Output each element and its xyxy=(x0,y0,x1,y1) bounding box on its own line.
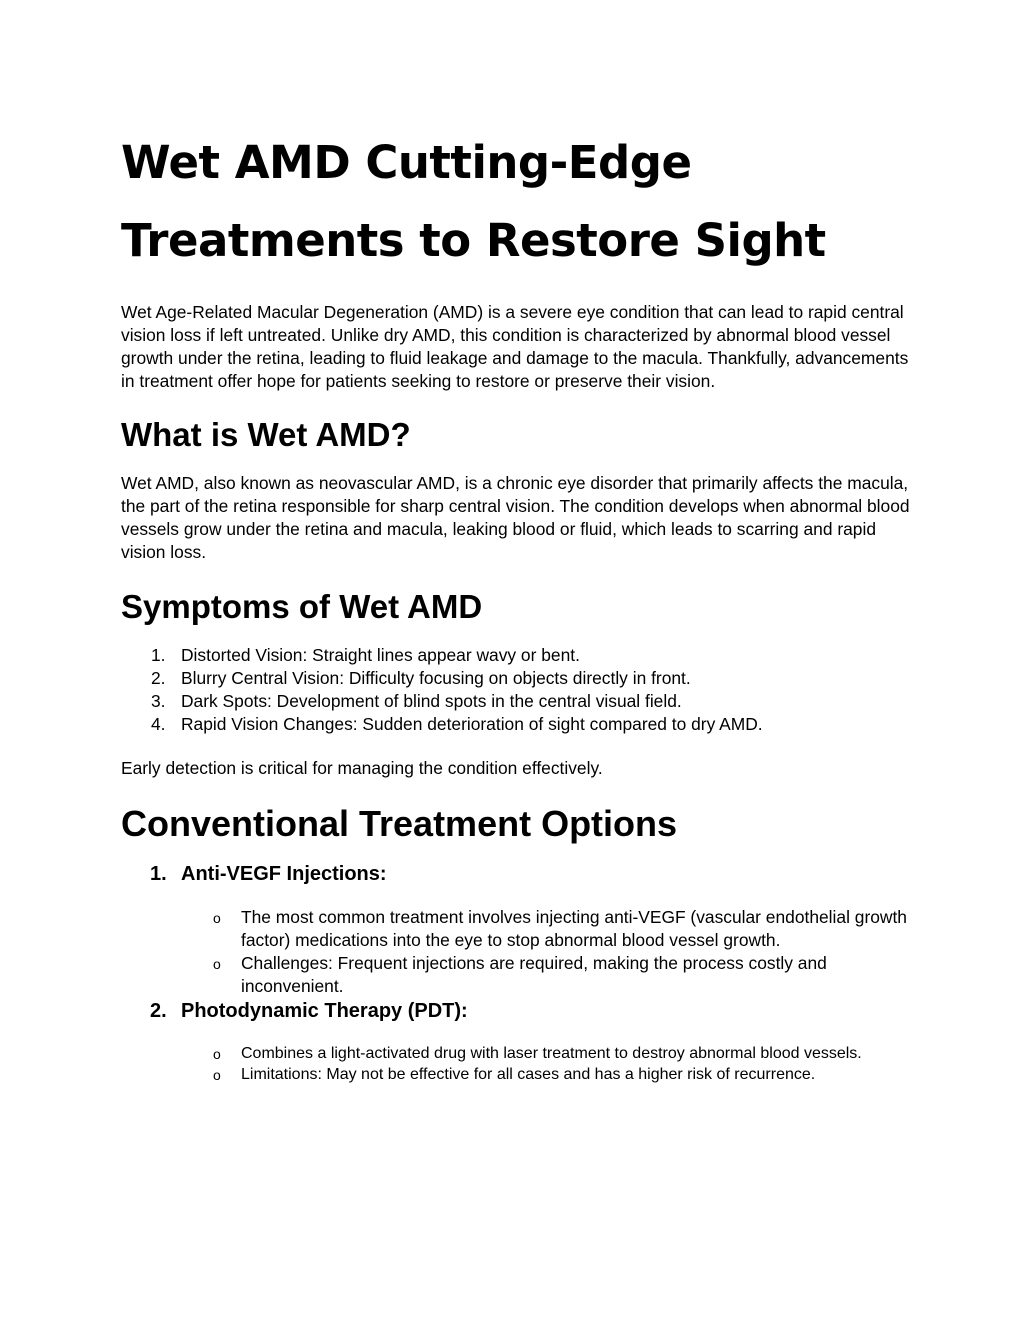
list-item-text: Challenges: Frequent injections are required, making the process costly and inconvenient. xyxy=(241,953,827,996)
treatment-title: Anti-VEGF Injections: xyxy=(181,863,387,885)
treatment-heading-anti-vegf xyxy=(121,861,911,887)
anti-vegf-points xyxy=(121,906,911,998)
document-page xyxy=(121,124,911,1085)
list-item xyxy=(121,667,911,690)
list-number: 3. xyxy=(151,691,166,711)
list-item-text: Blurry Central Vision: Difficulty focusing on objects directly in front. xyxy=(181,668,691,688)
list-number: 1. xyxy=(151,645,166,665)
list-number: 2. xyxy=(150,1000,167,1022)
page-title xyxy=(121,124,911,280)
list-number: 4. xyxy=(151,714,166,734)
what-is-heading: What is Wet AMD? xyxy=(121,416,411,453)
list-item xyxy=(121,690,911,713)
list-number: 1. xyxy=(150,863,167,885)
early-detection-note: Early detection is critical for managing the condition effectively. xyxy=(121,758,603,778)
page-title-line-1: Wet AMD Cutting-Edge xyxy=(121,136,692,189)
treatment-heading-pdt xyxy=(121,998,911,1024)
bullet-icon: o xyxy=(213,1046,221,1062)
list-item-text: Dark Spots: Development of blind spots in the central visual field. xyxy=(181,691,682,711)
pdt-points xyxy=(121,1043,911,1085)
list-item-text: Combines a light-activated drug with laser treatment to destroy abnormal blood vessels. xyxy=(241,1045,862,1062)
list-item xyxy=(121,952,911,998)
list-item xyxy=(121,1043,911,1064)
list-item-text: Rapid Vision Changes: Sudden deterioration of sight compared to dry AMD. xyxy=(181,714,763,734)
list-item xyxy=(121,644,911,667)
list-item-text: Distorted Vision: Straight lines appear wavy or bent. xyxy=(181,645,580,665)
symptoms-heading: Symptoms of Wet AMD xyxy=(121,588,483,625)
list-item-text: Limitations: May not be effective for all cases and has a higher risk of recurrence. xyxy=(241,1066,816,1083)
list-item xyxy=(121,713,911,736)
symptoms-list xyxy=(121,644,911,736)
treatment-title: Photodynamic Therapy (PDT): xyxy=(181,1000,468,1022)
bullet-icon: o xyxy=(213,1067,221,1083)
intro-paragraph: Wet Age-Related Macular Degeneration (AMD) is a severe eye condition that can lead to rapid central vision loss if left untreated. Unlike dry AMD, this condition is characterized by abnormal blood vessel growth under the retina, leading to fluid leakage and damage to the macula. Thankfully, advancements in treatment offer hope for patients seeking to restore or preserve their vision. xyxy=(121,302,909,391)
bullet-icon: o xyxy=(213,910,221,926)
list-item xyxy=(121,1064,911,1085)
bullet-icon: o xyxy=(213,956,221,972)
list-item-text: The most common treatment involves injecting anti-VEGF (vascular endothelial growth factor) medications into the eye to stop abnormal blood vessel growth. xyxy=(241,907,907,950)
page-title-line-2: Treatments to Restore Sight xyxy=(121,214,826,267)
conventional-heading: Conventional Treatment Options xyxy=(121,803,678,844)
what-is-paragraph: Wet AMD, also known as neovascular AMD, is a chronic eye disorder that primarily affects the macula, the part of the retina responsible for sharp central vision. The condition develops when abnormal blood vessels grow under the retina and macula, leaking blood or fluid, which leads to scarring and rapid vision loss. xyxy=(121,473,910,562)
list-item xyxy=(121,906,911,952)
list-number: 2. xyxy=(151,668,166,688)
